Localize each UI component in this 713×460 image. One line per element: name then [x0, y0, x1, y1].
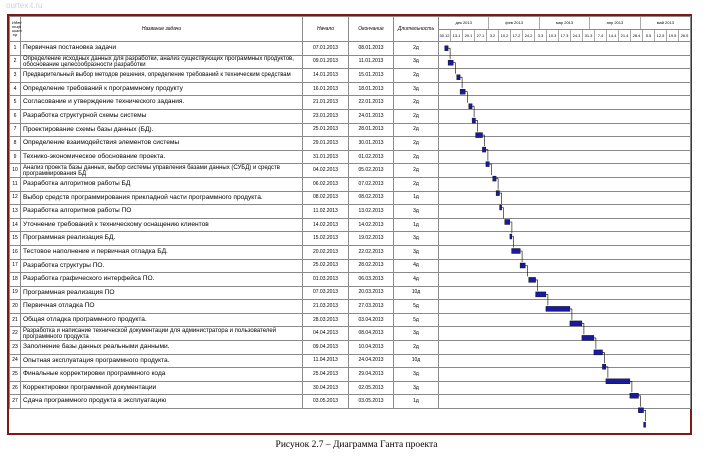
- task-end: 24.04.2013: [349, 354, 394, 368]
- task-id: 24: [10, 354, 21, 368]
- task-id: 11: [10, 177, 21, 191]
- task-duration: 3д: [394, 245, 439, 259]
- task-bar[interactable]: [469, 104, 472, 109]
- task-id: 17: [10, 259, 21, 273]
- task-id: 18: [10, 273, 21, 287]
- task-duration: 3д: [394, 232, 439, 246]
- task-name: Определение требований к программному продукту: [21, 82, 303, 96]
- task-duration: 2д: [394, 177, 439, 191]
- task-bar[interactable]: [602, 364, 605, 369]
- task-bar[interactable]: [512, 249, 521, 254]
- task-bar[interactable]: [594, 350, 603, 355]
- task-end: 05.02.2013: [349, 164, 394, 178]
- dependency-link: [644, 410, 646, 421]
- dependency-link: [546, 294, 548, 305]
- task-start: 20.02.2013: [303, 245, 349, 259]
- task-name: Согласование и утверждение технического задания.: [21, 96, 303, 110]
- task-duration: 2д: [394, 137, 439, 151]
- task-start: 21.03.2013: [303, 300, 349, 314]
- task-end: 08.02.2013: [349, 191, 394, 205]
- task-start: 04.02.2013: [303, 164, 349, 178]
- task-start: 09.01.2013: [303, 55, 349, 69]
- timeline-week: 31.3: [582, 30, 594, 41]
- timeline-month: май 2013: [640, 17, 690, 29]
- task-id: 25: [10, 368, 21, 382]
- task-end: 08.04.2013: [349, 327, 394, 341]
- task-name: Разработка алгоритмов работы БД: [21, 177, 303, 191]
- task-start: 01.03.2013: [303, 273, 349, 287]
- task-id: 2: [10, 55, 21, 69]
- timeline-week: 10.2: [498, 30, 510, 41]
- task-start: 21.01.2013: [303, 96, 349, 110]
- task-duration: 4д: [394, 273, 439, 287]
- timeline-week: 24.2: [522, 30, 534, 41]
- timeline-month: апр 2013: [589, 17, 639, 29]
- timeline-week: 5.5: [642, 30, 654, 41]
- dependency-link: [500, 193, 502, 204]
- task-start: 30.04.2013: [303, 381, 349, 395]
- task-duration: 2д: [394, 109, 439, 123]
- task-name: Разработка структуры ПО.: [21, 259, 303, 273]
- task-end: 13.02.2013: [349, 205, 394, 219]
- task-end: 07.02.2013: [349, 177, 394, 191]
- task-duration: 5д: [394, 300, 439, 314]
- task-id: 12: [10, 191, 21, 205]
- task-duration: 5д: [394, 313, 439, 327]
- task-start: 11.02.2013: [303, 205, 349, 219]
- task-start: 25.02.2013: [303, 259, 349, 273]
- task-id: 9: [10, 150, 21, 164]
- task-duration: 3д: [394, 205, 439, 219]
- timeline-week: 17.3: [558, 30, 570, 41]
- task-name: Определение взаимодействия элементов системы: [21, 137, 303, 151]
- task-start: 11.04.2013: [303, 354, 349, 368]
- task-name: Разработка графического интерфейса ПО.: [21, 273, 303, 287]
- task-name: Сдача программного продукта в эксплуатацию: [21, 395, 303, 409]
- timeline-month: мар 2013: [539, 17, 589, 29]
- task-bar[interactable]: [505, 220, 510, 225]
- dependency-link: [510, 222, 512, 233]
- task-bar[interactable]: [457, 75, 460, 80]
- timeline-week: 17.2: [510, 30, 522, 41]
- task-duration: 2д: [394, 123, 439, 137]
- task-duration: 1д: [394, 395, 439, 409]
- task-name: Разработка и написание технической документации для администратора и пользователей программного продукта: [21, 327, 303, 341]
- figure-caption: Рисунок 2.7 – Диаграмма Ганта проекта: [275, 440, 438, 450]
- task-start: 28.03.2013: [303, 313, 349, 327]
- task-end: 10.04.2013: [349, 341, 394, 355]
- header-start: Начало: [303, 17, 349, 42]
- task-bar[interactable]: [606, 379, 630, 384]
- task-bar[interactable]: [486, 162, 489, 167]
- task-name: Разработка алгоритмов работы ПО: [21, 205, 303, 219]
- timeline-week: 14.4: [606, 30, 618, 41]
- task-start: 14.02.2013: [303, 218, 349, 232]
- task-name: Определение исходных данных для разработки, анализ существующих программных продуктов, обоснование целесообразности разработки: [21, 55, 303, 69]
- task-bar[interactable]: [476, 133, 483, 138]
- task-duration: 1д: [394, 191, 439, 205]
- task-bar[interactable]: [630, 393, 639, 398]
- header-name: Название задачи: [21, 17, 303, 42]
- dependency-link: [630, 381, 632, 392]
- dependency-link: [582, 323, 584, 334]
- dependency-link: [602, 352, 604, 363]
- dependency-link: [460, 77, 462, 88]
- task-end: 19.02.2013: [349, 232, 394, 246]
- task-bar[interactable]: [448, 60, 453, 65]
- task-start: 31.01.2013: [303, 150, 349, 164]
- task-end: 24.01.2013: [349, 109, 394, 123]
- task-bar[interactable]: [582, 335, 594, 340]
- task-bar[interactable]: [460, 89, 465, 94]
- task-name: Заполнение базы данных реальными данными.: [21, 341, 303, 355]
- dependency-link: [525, 266, 527, 277]
- task-end: 27.03.2013: [349, 300, 394, 314]
- task-bar[interactable]: [638, 408, 643, 413]
- task-bar[interactable]: [493, 176, 496, 181]
- dependency-link: [570, 309, 572, 320]
- timeline-header: [439, 17, 691, 42]
- task-id: 13: [10, 205, 21, 219]
- timeline-week: 3.3: [534, 30, 546, 41]
- dependency-link: [472, 106, 474, 117]
- task-id: 4: [10, 82, 21, 96]
- task-start: 07.03.2013: [303, 286, 349, 300]
- task-end: 11.01.2013: [349, 55, 394, 69]
- task-end: 06.03.2013: [349, 273, 394, 287]
- task-end: 28.02.2013: [349, 259, 394, 273]
- timeline-week: 10.3: [546, 30, 558, 41]
- task-start: 16.01.2013: [303, 82, 349, 96]
- task-name: Проектирование схемы базы данных (БД).: [21, 123, 303, 137]
- task-duration: 3д: [394, 327, 439, 341]
- task-start: 15.02.2013: [303, 232, 349, 246]
- task-id: 8: [10, 137, 21, 151]
- task-end: 08.01.2013: [349, 42, 394, 56]
- timeline-week: 26.5: [678, 30, 690, 41]
- timeline-week: 21.4: [618, 30, 630, 41]
- task-duration: 2д: [394, 341, 439, 355]
- task-duration: 2д: [394, 42, 439, 56]
- task-end: 03.04.2013: [349, 313, 394, 327]
- task-start: 08.02.2013: [303, 191, 349, 205]
- task-id: 14: [10, 218, 21, 232]
- task-id: 15: [10, 232, 21, 246]
- header-duration: Длительность: [394, 17, 439, 42]
- task-end: 18.01.2013: [349, 82, 394, 96]
- timeline-week: 3.2: [486, 30, 498, 41]
- timeline-month: фев 2013: [488, 17, 538, 29]
- task-start: 25.04.2013: [303, 368, 349, 382]
- task-start: 07.01.2013: [303, 42, 349, 56]
- task-start: 09.04.2013: [303, 341, 349, 355]
- task-id: 26: [10, 381, 21, 395]
- task-bar[interactable]: [536, 292, 546, 297]
- task-id: 6: [10, 109, 21, 123]
- task-end: 29.04.2013: [349, 368, 394, 382]
- task-bar[interactable]: [529, 277, 536, 282]
- task-duration: 1д: [394, 218, 439, 232]
- task-end: 14.02.2013: [349, 218, 394, 232]
- task-name: Финальные корректировки программного кода: [21, 368, 303, 382]
- task-duration: 3д: [394, 55, 439, 69]
- task-name: Корректировки программной документации: [21, 381, 303, 395]
- timeline-week: 12.5: [654, 30, 666, 41]
- task-end: 20.03.2013: [349, 286, 394, 300]
- task-id: 20: [10, 300, 21, 314]
- timeline-week: 13.1: [450, 30, 462, 41]
- dependency-link: [486, 150, 488, 161]
- task-duration: 3д: [394, 368, 439, 382]
- task-start: 23.01.2013: [303, 109, 349, 123]
- task-name: Первичная отладка ПО: [21, 300, 303, 314]
- task-end: 01.02.2013: [349, 150, 394, 164]
- task-name: Выбор средств программирования прикладной части программного продукта.: [21, 191, 303, 205]
- task-bar[interactable]: [445, 46, 448, 51]
- task-start: 14.01.2013: [303, 69, 349, 83]
- task-name: Технико-экономическое обоснование проекта.: [21, 150, 303, 164]
- task-bar[interactable]: [570, 321, 582, 326]
- task-bar[interactable]: [472, 118, 475, 123]
- task-id: 10: [10, 164, 21, 178]
- task-bar[interactable]: [546, 306, 570, 311]
- task-duration: 2д: [394, 164, 439, 178]
- task-duration: 2д: [394, 69, 439, 83]
- task-duration: 3д: [394, 381, 439, 395]
- task-duration: 4д: [394, 259, 439, 273]
- timeline-week: 24.3: [570, 30, 582, 41]
- task-name: Общая отладка программного продукта.: [21, 313, 303, 327]
- task-end: 15.01.2013: [349, 69, 394, 83]
- header-end: Окончание: [349, 17, 394, 42]
- task-start: 03.05.2013: [303, 395, 349, 409]
- task-end: 28.01.2013: [349, 123, 394, 137]
- dependency-link: [638, 396, 640, 407]
- task-end: 30.01.2013: [349, 137, 394, 151]
- task-bar[interactable]: [482, 147, 485, 152]
- task-duration: 10д: [394, 286, 439, 300]
- task-name: Первичная постановка задачи: [21, 42, 303, 56]
- timeline-week: 19.5: [666, 30, 678, 41]
- task-start: 25.01.2013: [303, 123, 349, 137]
- timeline-week: 27.1: [474, 30, 486, 41]
- task-id: 27: [10, 395, 21, 409]
- dependency-link: [448, 48, 450, 59]
- task-id: 3: [10, 69, 21, 83]
- header-id: Иден тиф икат ор: [10, 17, 21, 42]
- watermark: ourtex-t.ru: [6, 1, 43, 10]
- task-id: 19: [10, 286, 21, 300]
- dependency-link: [465, 92, 467, 103]
- timeline-months: [439, 17, 690, 30]
- task-name: Программная реализация БД.: [21, 232, 303, 246]
- task-end: 22.02.2013: [349, 245, 394, 259]
- task-start: 04.04.2013: [303, 327, 349, 341]
- task-name: Разработка структурной схемы системы: [21, 109, 303, 123]
- task-duration: 3д: [394, 82, 439, 96]
- task-id: 23: [10, 341, 21, 355]
- task-start: 29.01.2013: [303, 137, 349, 151]
- task-duration: 2д: [394, 96, 439, 110]
- task-bar[interactable]: [644, 422, 646, 427]
- task-id: 16: [10, 245, 21, 259]
- task-name: Тестовое наполнение и первичная отладка БД.: [21, 245, 303, 259]
- task-end: 22.01.2013: [349, 96, 394, 110]
- task-id: 1: [10, 42, 21, 56]
- task-id: 21: [10, 313, 21, 327]
- task-name: Предварительный выбор методов решения, определение требований к техническим средствам: [21, 69, 303, 83]
- task-id: 22: [10, 327, 21, 341]
- timeline-week: 28.4: [630, 30, 642, 41]
- task-end: 02.05.2013: [349, 381, 394, 395]
- gantt-bars: [431, 41, 683, 432]
- dependency-link: [453, 63, 455, 74]
- task-id: 5: [10, 96, 21, 110]
- task-end: 03.05.2013: [349, 395, 394, 409]
- task-duration: 2д: [394, 150, 439, 164]
- dependency-link: [476, 121, 478, 132]
- task-id: 7: [10, 123, 21, 137]
- dependency-link: [489, 164, 491, 175]
- dependency-link: [536, 280, 538, 291]
- dependency-link: [594, 338, 596, 349]
- dependency-link: [496, 179, 498, 190]
- timeline-weeks: [439, 30, 690, 41]
- timeline-week: 30.12: [439, 32, 450, 38]
- task-name: Уточнение требований к техническому оснащению клиентов: [21, 218, 303, 232]
- task-name: Анализ проекта базы данных, выбор системы управления базами данных (СУБД) и средств программирования БД: [21, 164, 303, 178]
- task-start: 06.02.2013: [303, 177, 349, 191]
- timeline-week: 20.1: [462, 30, 474, 41]
- task-name: Опытная эксплуатация программного продукта.: [21, 354, 303, 368]
- timeline-month: дек 2013: [455, 20, 472, 25]
- task-bar[interactable]: [496, 191, 499, 196]
- task-bar[interactable]: [520, 263, 525, 268]
- timeline-week: 7.4: [594, 30, 606, 41]
- task-name: Программная реализация ПО: [21, 286, 303, 300]
- header-row: [10, 17, 691, 42]
- dependency-link: [606, 367, 608, 378]
- task-duration: 10д: [394, 354, 439, 368]
